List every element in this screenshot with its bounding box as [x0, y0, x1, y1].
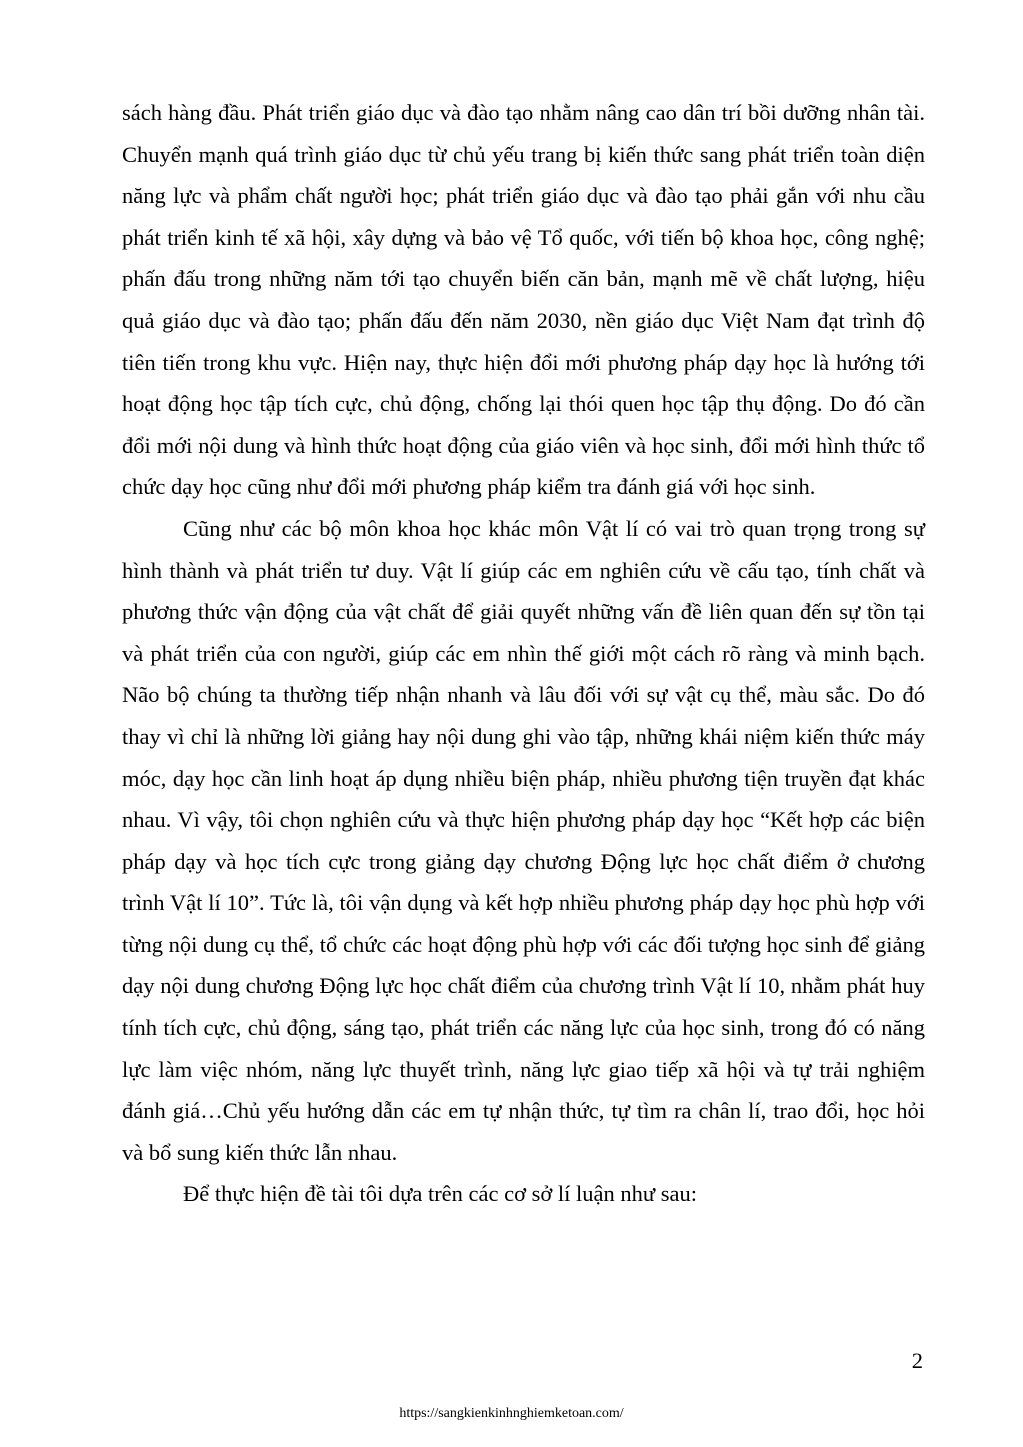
body-text — [122, 92, 925, 1215]
paragraph-theory-basis: Để thực hiện đề tài tôi dựa trên các cơ sở lí luận như sau: — [183, 1181, 697, 1207]
footer-url[interactable]: https://sangkienkinhnghiemketoan.com/ — [399, 1406, 624, 1421]
paragraph-continuation: sách hàng đầu. Phát triển giáo dục và đào tạo nhằm nâng cao dân trí bồi dưỡng nhân tài. Chuyển mạnh quá trình giáo dục từ chủ yếu trang bị kiến thức sang phát triển toàn diện năng lực và phẩm chất người học; phát triển giáo dục và đào tạo phải gắn với nhu cầu phát triển kinh tế xã hội, xây dựng và bảo vệ Tổ quốc, với tiến bộ khoa học, công nghệ; phấn đấu trong những năm tới tạo chuyển biến căn bản, mạnh mẽ về chất lượng, hiệu quả giáo dục và đào tạo; phấn đấu đến năm 2030, nền giáo dục Việt Nam đạt trình độ tiên tiến trong khu vực. Hiện nay, thực hiện đổi mới phương pháp dạy học là hướng tới hoạt động học tập tích cực, chủ động, chống lại thói quen học tập thụ động. Do đó cần đổi mới nội dung và hình thức hoạt động của giáo viên và học sinh, đổi mới hình thức tổ chức dạy học cũng như đổi mới phương pháp kiểm tra đánh giá với học sinh. — [122, 100, 925, 500]
paragraph-physics-role: Cũng như các bộ môn khoa học khác môn Vật lí có vai trò quan trọng trong sự hình thành và phát triển tư duy. Vật lí giúp các em nghiên cứu về cấu tạo, tính chất và phương thức vận động của vật chất để giải quyết những vấn đề liên quan đến sự tồn tại và phát triển của con người, giúp các em nhìn thế giới một cách rõ ràng và minh bạch. Não bộ chúng ta thường tiếp nhận nhanh và lâu đối với sự vật cụ thể, màu sắc. Do đó thay vì chỉ là những lời giảng hay nội dung ghi vào tập, những khái niệm kiến thức máy móc, dạy học cần linh hoạt áp dụng nhiều biện pháp, nhiều phương tiện truyền đạt khác nhau. Vì vậy, tôi chọn nghiên cứu và thực hiện phương pháp dạy học “Kết hợp các biện pháp dạy và học tích cực trong giảng dạy chương Động lực học chất điểm ở chương trình Vật lí 10”. Tức là, tôi vận dụng và kết hợp nhiều phương pháp dạy học phù hợp với từng nội dung cụ thể, tổ chức các hoạt động phù hợp với các đối tượng học sinh để giảng dạy nội dung chương Động lực học chất điểm của chương trình Vật lí 10, nhằm phát huy tính tích cực, chủ động, sáng tạo, phát triển các năng lực của học sinh, trong đó có năng lực làm việc nhóm, năng lực thuyết trình, năng lực giao tiếp xã hội và tự trải nghiệm đánh giá…Chủ yếu hướng dẫn các em tự nhận thức, tự tìm ra chân lí, trao đổi, học hỏi và bổ sung kiến thức lẫn nhau. — [122, 515, 925, 1165]
page-number: 2 — [911, 1348, 923, 1373]
